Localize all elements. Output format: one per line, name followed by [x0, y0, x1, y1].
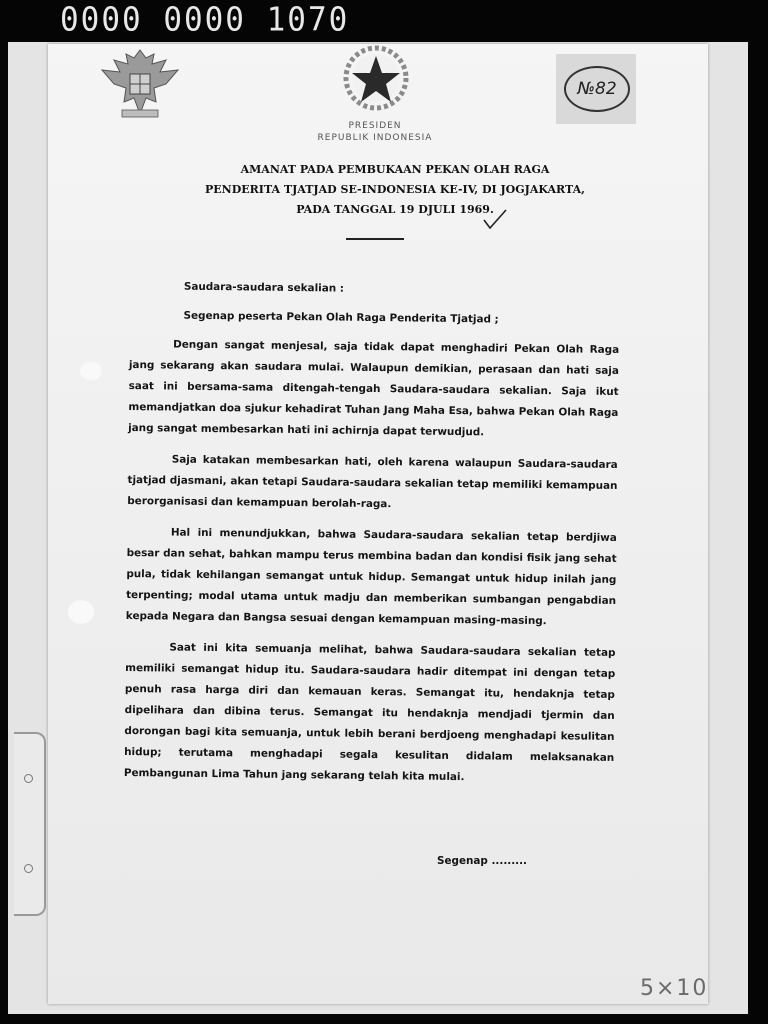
archive-number: №82	[564, 66, 630, 112]
paragraph-2: Saja katakan membesarkan hati, oleh karena walaupun Saudara-saudara tjatjad djasmani, akan tetapi Saudara-saudara sekalian tetap memiliki kemampuan berorganisasi dan kemampuan berolah-raga.	[127, 453, 618, 511]
closing-text: Segenap .........	[437, 855, 528, 867]
letterhead-text	[300, 120, 450, 144]
letterhead-line-1: PRESIDEN	[348, 121, 402, 131]
title-line-1: AMANAT PADA PEMBUKAAN PEKAN OLAH RAGA	[240, 163, 550, 176]
title-line-2: PENDERITA TJATJAD SE-INDONESIA KE-IV, DI JOGJAKARTA,	[205, 183, 585, 196]
salutation-2: Segenap peserta Pekan Olah Raga Penderita Tjatjad ;	[183, 309, 499, 326]
paragraph-4: Saat ini kita semuanja melihat, bahwa Saudara-saudara sekalian tetap memiliki semangat hidup itu. Saudara-saudara hadir ditempat ini dengan tetap penuh rasa harga diri dan kemauan keras. Semangat itu, hendaknja tetap dipelihara dan dibina terus. Semangat itu hendaknja mendjadi tjermin dan dorongan bagi kita semuanja, untuk lebih berani berdjoeng menghadapi kesulitan hidup; terutama menghadapi segala kesulitan didalam melaksanakan Pembangunan Lima Tahun jang sekarang telah kita mulai.	[123, 641, 616, 784]
binder-tab	[14, 732, 46, 916]
archive-stamp	[556, 54, 636, 124]
letterhead-line-2: REPUBLIK INDONESIA	[317, 133, 433, 143]
frame-number: 5×10	[640, 976, 709, 1001]
garuda-emblem-icon	[96, 44, 184, 124]
paragraph-1: Dengan sangat menjesal, saja tidak dapat menghadiri Pekan Olah Raga jang sekarang akan saudara mulai. Walaupun demikian, perasaan dan hati saja saat ini bersama-sama ditengah-tengah Saudara-saudara sekalian. Saja ikut memandjatkan doa sjukur kehadirat Tuhan Jang Maha Esa, bahwa Pekan Olah Raga jang sangat membesarkan hati ini achirnja dapat terwudjud.	[128, 338, 620, 439]
paper-spot	[68, 600, 94, 624]
punch-hole	[24, 774, 33, 783]
title-divider	[346, 238, 404, 240]
paper-spot	[80, 362, 102, 380]
paragraph-3: Hal ini menundjukkan, bahwa Saudara-saudara sekalian tetap berdjiwa besar dan sehat, bahkan mampu terus membina badan dan kondisi fisik jang sehat pula, tidak kehilangan semangat untuk hidup. Semangat untuk hidup inilah jang terpenting; modal utama untuk madju dan memberikan sumbangan pengabdian kepada Negara dan Bangsa sesuai dengan kemampuan masing-masing.	[125, 526, 617, 628]
presidential-star-seal-icon	[334, 44, 418, 116]
checkmark-icon	[482, 208, 508, 232]
title-line-3: PADA TANGGAL 19 DJULI 1969.	[296, 203, 494, 216]
salutation-1: Saudara-saudara sekalian :	[183, 280, 344, 295]
letter-body	[124, 276, 620, 800]
punch-hole	[24, 864, 33, 873]
document-title	[170, 160, 620, 220]
film-frame-code: 0000 0000 1070	[60, 1, 350, 39]
